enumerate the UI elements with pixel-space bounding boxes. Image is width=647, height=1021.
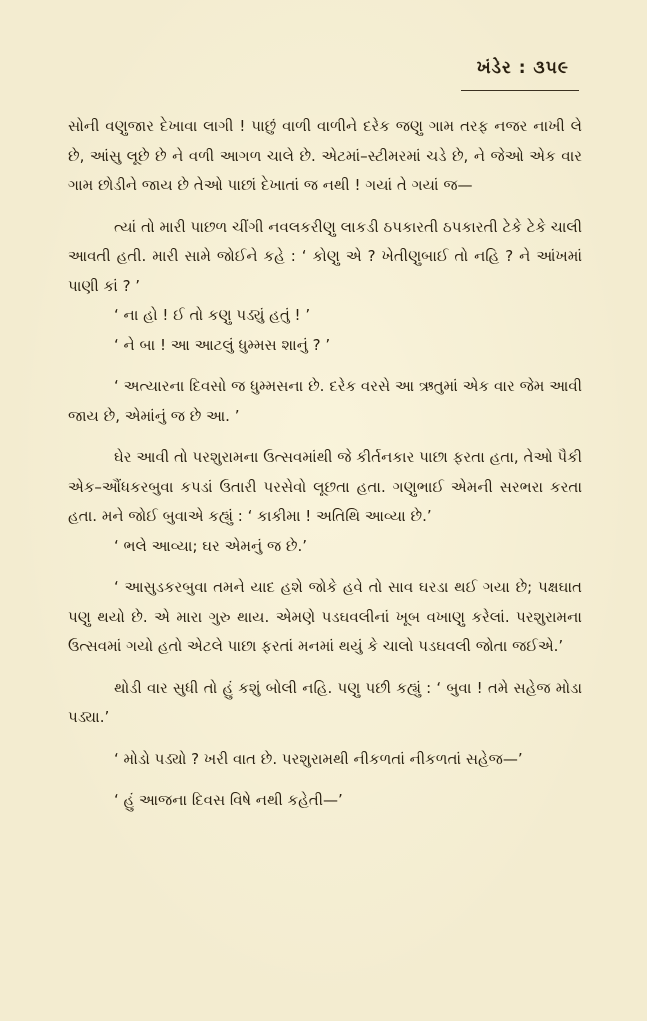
paragraph-6: ઘેર આવી તો પરશુરામના ઉત્સવમાંથી જે કીર્તનકાર પાછા ફરતા હતા, તેઓ પૈકી એક–ઔંધકરબુવા કપડાં ઉતારી પરસેવો લૂછતા હતા. ગણુભાઈ એમની સરભરા કરતા હતા. મને જોઈ બુવાએ કહ્યું : ‘ કાકીમા ! અતિથિ આવ્યા છે.’ [68,448,582,525]
paragraph-5: ‘ અત્યારના દિવસો જ ધુમ્મસના છે. દરેક વરસે આ ઋતુમાં એક વાર જેમ આવી જાય છે, એમાંનું જ છે આ. ’ [68,377,582,425]
paragraph-10: ‘ મોડો પડ્યો ? ખરી વાત છે. પરશુરામથી નીકળતાં નીકળતાં સહેજ—’ [114,749,523,768]
paragraph-7: ‘ ભલે આવ્યા; ઘર એમનું જ છે.’ [114,536,308,555]
paragraph-8: ‘ આસુડકરબુવા તમને યાદ હશે જોકે હવે તો સાવ ઘરડા થઈ ગયા છે; પક્ષઘાત પણુ થયો છે. એ મારા ગુરુ થાય. એમણે પડઘવલીનાં ખૂબ વખાણુ કરેલાં. પરશુરામના ઉત્સવમાં ગયો હતો એટલે પાછા ફરતાં મનમાં થયું કે ચાલો પડઘવલી જોતા જઈએ.’ [68,578,582,655]
paragraph-11: ‘ હું આજના દિવસ વિષે નથી કહેતી—’ [114,791,343,809]
paragraph-1: સોની વણુજાર દેખાવા લાગી ! પાછું વાળી વાળીને દરેક જણુ ગામ તરફ નજર નાખી લે છે, આંસુ લૂછે છે ને વળી આગળ ચાલે છે. એટમાં–સ્ટીમરમાં ચડે છે, ને જેઓ એક વાર ગામ છોડીને જાય છે તેઓ પાછાં દેખાતાં જ નથી ! ગયાં તે ગયાં જ— [68,117,582,194]
running-header: ખંડેર : ૩૫૯ [476,58,569,78]
body-text [68,112,582,816]
paragraph-2: ત્યાં તો મારી પાછળ ચીંગી નવલકરીણુ લાકડી ઠપકારતી ઠપકારતી ટેકે ટેકે ચાલી આવતી હતી. મારી સામે જોઈને કહે : ‘ કોણુ એ ? ખેતીણુબાઈ તો નહિ ? ને આંખમાં પાણી કાં ? ’ [68,217,583,295]
header-rule [461,90,579,91]
paragraph-9: થોડી વાર સુધી તો હું કશું બોલી નહિ. પણુ પછી કહ્યું : ‘ બુવા ! તમે સહેજ મોડા પડ્યા.’ [68,678,582,726]
paragraph-4: ‘ ને બા ! આ આટલું ધુમ્મસ શાનું ? ’ [114,335,331,354]
paragraph-3: ‘ ના હો ! ઈ તો કણુ પડ્યું હતું ! ’ [114,306,311,324]
